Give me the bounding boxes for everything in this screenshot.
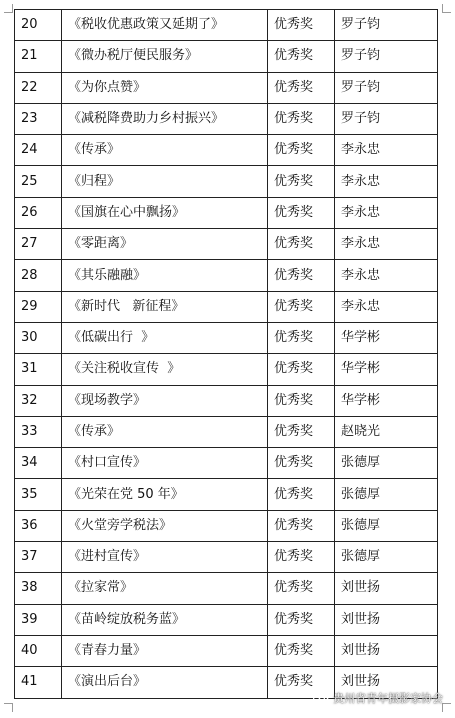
photographer-name: 李永忠 — [335, 166, 438, 197]
photographer-name: 罗子钧 — [335, 10, 438, 41]
table-row — [15, 10, 438, 41]
entry-number: 36 — [15, 510, 62, 541]
entry-number: 34 — [15, 448, 62, 479]
table-row — [15, 604, 438, 635]
entry-title: 《国旗在心中飘扬》 — [62, 197, 268, 228]
entry-title: 《村口宣传》 — [62, 448, 268, 479]
wechat-icon — [313, 692, 329, 705]
page-corner-mark — [442, 4, 451, 13]
photographer-name: 张德厚 — [335, 479, 438, 510]
table-row — [15, 448, 438, 479]
table-row — [15, 135, 438, 166]
table-row — [15, 41, 438, 72]
table-row — [15, 72, 438, 103]
award-level: 优秀奖 — [268, 260, 335, 291]
entry-title: 《光荣在党 50 年》 — [62, 479, 268, 510]
award-level: 优秀奖 — [268, 385, 335, 416]
table-row — [15, 542, 438, 573]
entry-title: 《苗岭绽放税务蓝》 — [62, 604, 268, 635]
photographer-name: 刘世扬 — [335, 667, 438, 698]
entry-number: 30 — [15, 322, 62, 353]
entry-title: 《微办税厅便民服务》 — [62, 41, 268, 72]
entry-number: 32 — [15, 385, 62, 416]
table-row — [15, 354, 438, 385]
entry-title: 《传承》 — [62, 135, 268, 166]
award-level: 优秀奖 — [268, 667, 335, 698]
award-level: 优秀奖 — [268, 479, 335, 510]
entry-title: 《演出后台》 — [62, 667, 268, 698]
table-row — [15, 573, 438, 604]
entry-number: 24 — [15, 135, 62, 166]
entry-title: 《关注税收宣传 》 — [62, 354, 268, 385]
photographer-name: 罗子钧 — [335, 72, 438, 103]
entry-number: 37 — [15, 542, 62, 573]
award-list-table — [14, 9, 438, 699]
award-level: 优秀奖 — [268, 322, 335, 353]
entry-title: 《归程》 — [62, 166, 268, 197]
photographer-name: 刘世扬 — [335, 604, 438, 635]
table-row — [15, 103, 438, 134]
photographer-name: 张德厚 — [335, 510, 438, 541]
award-level: 优秀奖 — [268, 10, 335, 41]
award-level: 优秀奖 — [268, 103, 335, 134]
entry-title: 《现场教学》 — [62, 385, 268, 416]
entry-number: 31 — [15, 354, 62, 385]
photographer-name: 罗子钧 — [335, 41, 438, 72]
award-level: 优秀奖 — [268, 354, 335, 385]
entry-title: 《火堂旁学税法》 — [62, 510, 268, 541]
table-row — [15, 322, 438, 353]
table-row — [15, 260, 438, 291]
watermark — [313, 690, 443, 706]
photographer-name: 李永忠 — [335, 197, 438, 228]
award-level: 优秀奖 — [268, 135, 335, 166]
entry-title: 《为你点赞》 — [62, 72, 268, 103]
entry-number: 22 — [15, 72, 62, 103]
table-row — [15, 416, 438, 447]
photographer-name: 张德厚 — [335, 448, 438, 479]
award-level: 优秀奖 — [268, 72, 335, 103]
entry-title: 《税收优惠政策又延期了》 — [62, 10, 268, 41]
photographer-name: 华学彬 — [335, 354, 438, 385]
entry-number: 41 — [15, 667, 62, 698]
award-level: 优秀奖 — [268, 510, 335, 541]
award-level: 优秀奖 — [268, 229, 335, 260]
entry-number: 25 — [15, 166, 62, 197]
award-level: 优秀奖 — [268, 197, 335, 228]
table-row — [15, 635, 438, 666]
award-level: 优秀奖 — [268, 635, 335, 666]
entry-number: 28 — [15, 260, 62, 291]
photographer-name: 赵晓光 — [335, 416, 438, 447]
table-row — [15, 229, 438, 260]
entry-title: 《传承》 — [62, 416, 268, 447]
entry-title: 《青春力量》 — [62, 635, 268, 666]
award-level: 优秀奖 — [268, 448, 335, 479]
photographer-name: 李永忠 — [335, 135, 438, 166]
entry-title: 《减税降费助力乡村振兴》 — [62, 103, 268, 134]
entry-title: 《新时代 新征程》 — [62, 291, 268, 322]
entry-title: 《其乐融融》 — [62, 260, 268, 291]
photographer-name: 刘世扬 — [335, 635, 438, 666]
table-row — [15, 510, 438, 541]
award-level: 优秀奖 — [268, 542, 335, 573]
entry-title: 《零距离》 — [62, 229, 268, 260]
entry-number: 20 — [15, 10, 62, 41]
entry-number: 27 — [15, 229, 62, 260]
award-level: 优秀奖 — [268, 291, 335, 322]
award-level: 优秀奖 — [268, 416, 335, 447]
table-row — [15, 385, 438, 416]
page-corner-mark — [4, 4, 13, 13]
photographer-name: 李永忠 — [335, 291, 438, 322]
table-row — [15, 479, 438, 510]
photographer-name: 李永忠 — [335, 260, 438, 291]
table-row — [15, 291, 438, 322]
entry-title: 《低碳出行 》 — [62, 322, 268, 353]
entry-number: 39 — [15, 604, 62, 635]
photographer-name: 华学彬 — [335, 385, 438, 416]
award-list-body — [15, 10, 438, 699]
photographer-name: 华学彬 — [335, 322, 438, 353]
table-row — [15, 166, 438, 197]
page-corner-mark — [4, 703, 13, 712]
entry-number: 40 — [15, 635, 62, 666]
entry-number: 29 — [15, 291, 62, 322]
table-row — [15, 197, 438, 228]
award-level: 优秀奖 — [268, 604, 335, 635]
photographer-name: 刘世扬 — [335, 573, 438, 604]
entry-number: 33 — [15, 416, 62, 447]
award-level: 优秀奖 — [268, 166, 335, 197]
award-level: 优秀奖 — [268, 573, 335, 604]
entry-number: 38 — [15, 573, 62, 604]
entry-number: 21 — [15, 41, 62, 72]
watermark-text: 贵州省青年摄影家协会 — [333, 692, 443, 705]
award-level: 优秀奖 — [268, 41, 335, 72]
entry-title: 《进村宣传》 — [62, 542, 268, 573]
entry-number: 23 — [15, 103, 62, 134]
entry-title: 《拉家常》 — [62, 573, 268, 604]
entry-number: 35 — [15, 479, 62, 510]
photographer-name: 李永忠 — [335, 229, 438, 260]
photographer-name: 张德厚 — [335, 542, 438, 573]
entry-number: 26 — [15, 197, 62, 228]
page-corner-mark — [442, 703, 451, 712]
photographer-name: 罗子钧 — [335, 103, 438, 134]
